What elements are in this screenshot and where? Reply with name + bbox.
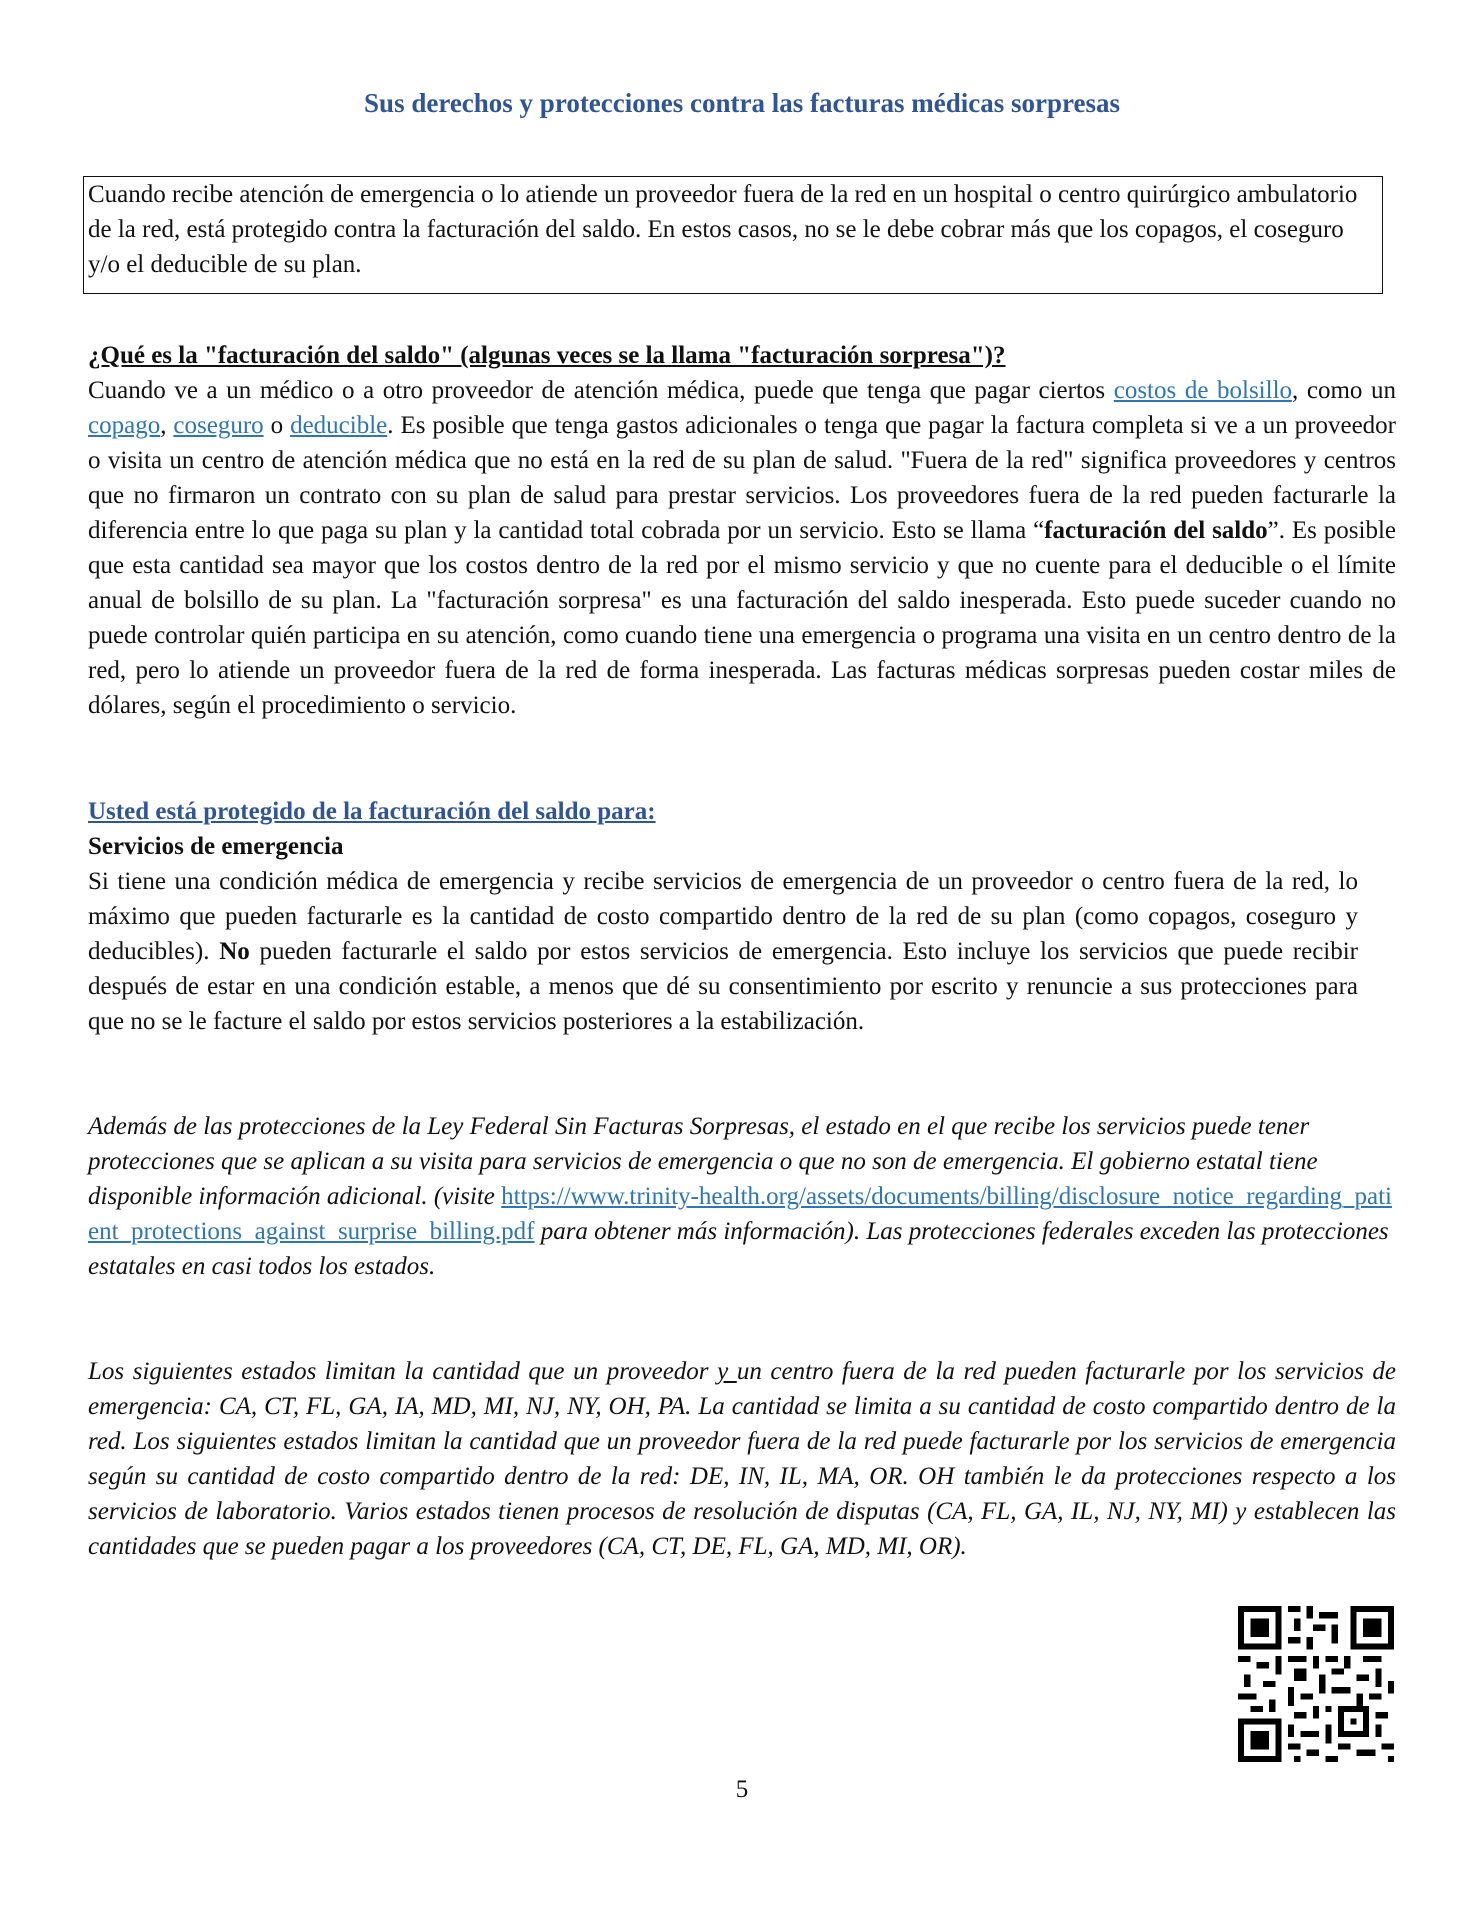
emergency-services-heading: Servicios de emergencia	[88, 833, 344, 860]
what-is-paragraph	[88, 373, 1396, 723]
what-is-heading: ¿Qué es la "facturación del saldo" (algunas veces se la llama "facturación sorpresa")?	[88, 342, 1006, 369]
text-span: un centro fuera de la red pueden facturarle por los servicios de emergencia: CA, CT, FL, GA, IA, MD, MI, NJ, NY, OH, PA. La cantidad se limita a su cantidad de costo compartido dentro de la red. Los siguientes estados limitan la cantidad que un proveedor fuera de la red puede facturarle por los servicios de emergencia según su cantidad de costo compartido dentro de la red: DE, IN, IL, MA, OR. OH también le da protecciones respecto a los servicios de laboratorio. Varios estados tienen procesos de resolución de disputas (CA, FL, GA, IL, NJ, NY, MI) y establecen las cantidades que se pueden pagar a los proveedores (CA, CT, DE, FL, GA, MD, MI, OR).	[88, 1358, 1396, 1560]
text-span: ,	[160, 412, 174, 439]
text-span: Cuando ve a un médico o a otro proveedor de atención médica, puede que tenga que pagar ciertos	[88, 377, 1114, 404]
link-coseguro[interactable]: coseguro	[173, 412, 264, 439]
text-span: ”. Es posible que esta cantidad sea mayor que los costos dentro de la red por el mismo servicio y que no cuente para el deducible o el límite anual de bolsillo de su plan. La "facturación sorpresa" es una facturación del saldo inesperada. Esto puede suceder cuando no puede controlar quién participa en su atención, como cuando tiene una emergencia o programa una visita en un centro dentro de la red, pero lo atiende un proveedor fuera de la red de forma inesperada. Las facturas médicas sorpresas pueden costar miles de dólares, según el procedimiento o servicio.	[88, 517, 1396, 719]
link-copago[interactable]: copago	[88, 412, 161, 439]
notice-text: Cuando recibe atención de emergencia o lo atiende un proveedor fuera de la red en un hospital o centro quirúrgico ambulatorio de la red, está protegido contra la facturación del saldo. En estos casos, no se le debe cobrar más que los copagos, el coseguro y/o el deducible de su plan.	[88, 181, 1358, 278]
link-costos-de-bolsillo[interactable]: costos de bolsillo	[1113, 377, 1293, 404]
text-span: . Es posible que tenga gastos adicionales o tenga que pagar la factura completa si ve a un proveedor o visita un centro de atención médica que no está en la red de su plan de salud. "Fuera de la red" significa proveedores y centros que no firmaron un contrato con su plan de salud para prestar servicios. Los proveedores fuera de la red pueden facturarle la diferencia entre lo que paga su plan y la cantidad total cobrada por un servicio. Esto se llama “	[88, 412, 1397, 544]
underlined-y: y	[717, 1358, 737, 1385]
text-span: Además de las protecciones de la Ley Federal Sin Facturas Sorpresas, el estado en el que recibe los servicios puede tener protecciones que se aplican a su visita para servicios de emergencia o que no son de emergencia. El gobierno estatal tiene disponible información adicional. (visite	[88, 1113, 1318, 1210]
trinity-health-link[interactable]: https://www.trinity-health.org/assets/documents/billing/disclosure_notice_regarding_patient_protections_against_surprise_billing.pdf	[88, 1183, 1392, 1245]
notice-box	[83, 176, 1383, 294]
text-span: o	[263, 412, 291, 439]
text-span: Los siguientes estados limitan la cantidad que un proveedor	[88, 1358, 718, 1385]
link-deducible[interactable]: deducible	[290, 412, 388, 439]
text-span: para obtener más información). Las protecciones federales exceden las protecciones estatales en casi todos los estados.	[88, 1218, 1389, 1280]
bold-term: facturación del saldo	[1044, 517, 1268, 544]
text-span: , como un	[1292, 377, 1396, 404]
page-number: 5	[735, 1776, 749, 1803]
states-limit-paragraph	[88, 1354, 1396, 1564]
bold-no: No	[219, 938, 250, 965]
text-span: pueden facturarle el saldo por estos servicios de emergencia. Esto incluye los servicios que puede recibir después de estar en una condición estable, a menos que dé su consentimiento por escrito y renuncie a sus protecciones para que no se le facture el saldo por estos servicios posteriores a la estabilización.	[88, 938, 1359, 1035]
emergency-paragraph	[88, 864, 1358, 1039]
text-span: Si tiene una condición médica de emergencia y recibe servicios de emergencia de un proveedor o centro fuera de la red, lo máximo que pueden facturarle es la cantidad de costo compartido dentro de la red de su plan (como copagos, coseguro y deducibles).	[88, 868, 1358, 965]
state-note-paragraph	[88, 1109, 1396, 1284]
protected-heading: Usted está protegido de la facturación del saldo para:	[88, 798, 656, 825]
qr-code-icon	[1238, 1606, 1394, 1762]
page-title: Sus derechos y protecciones contra las facturas médicas sorpresas	[364, 88, 1120, 118]
